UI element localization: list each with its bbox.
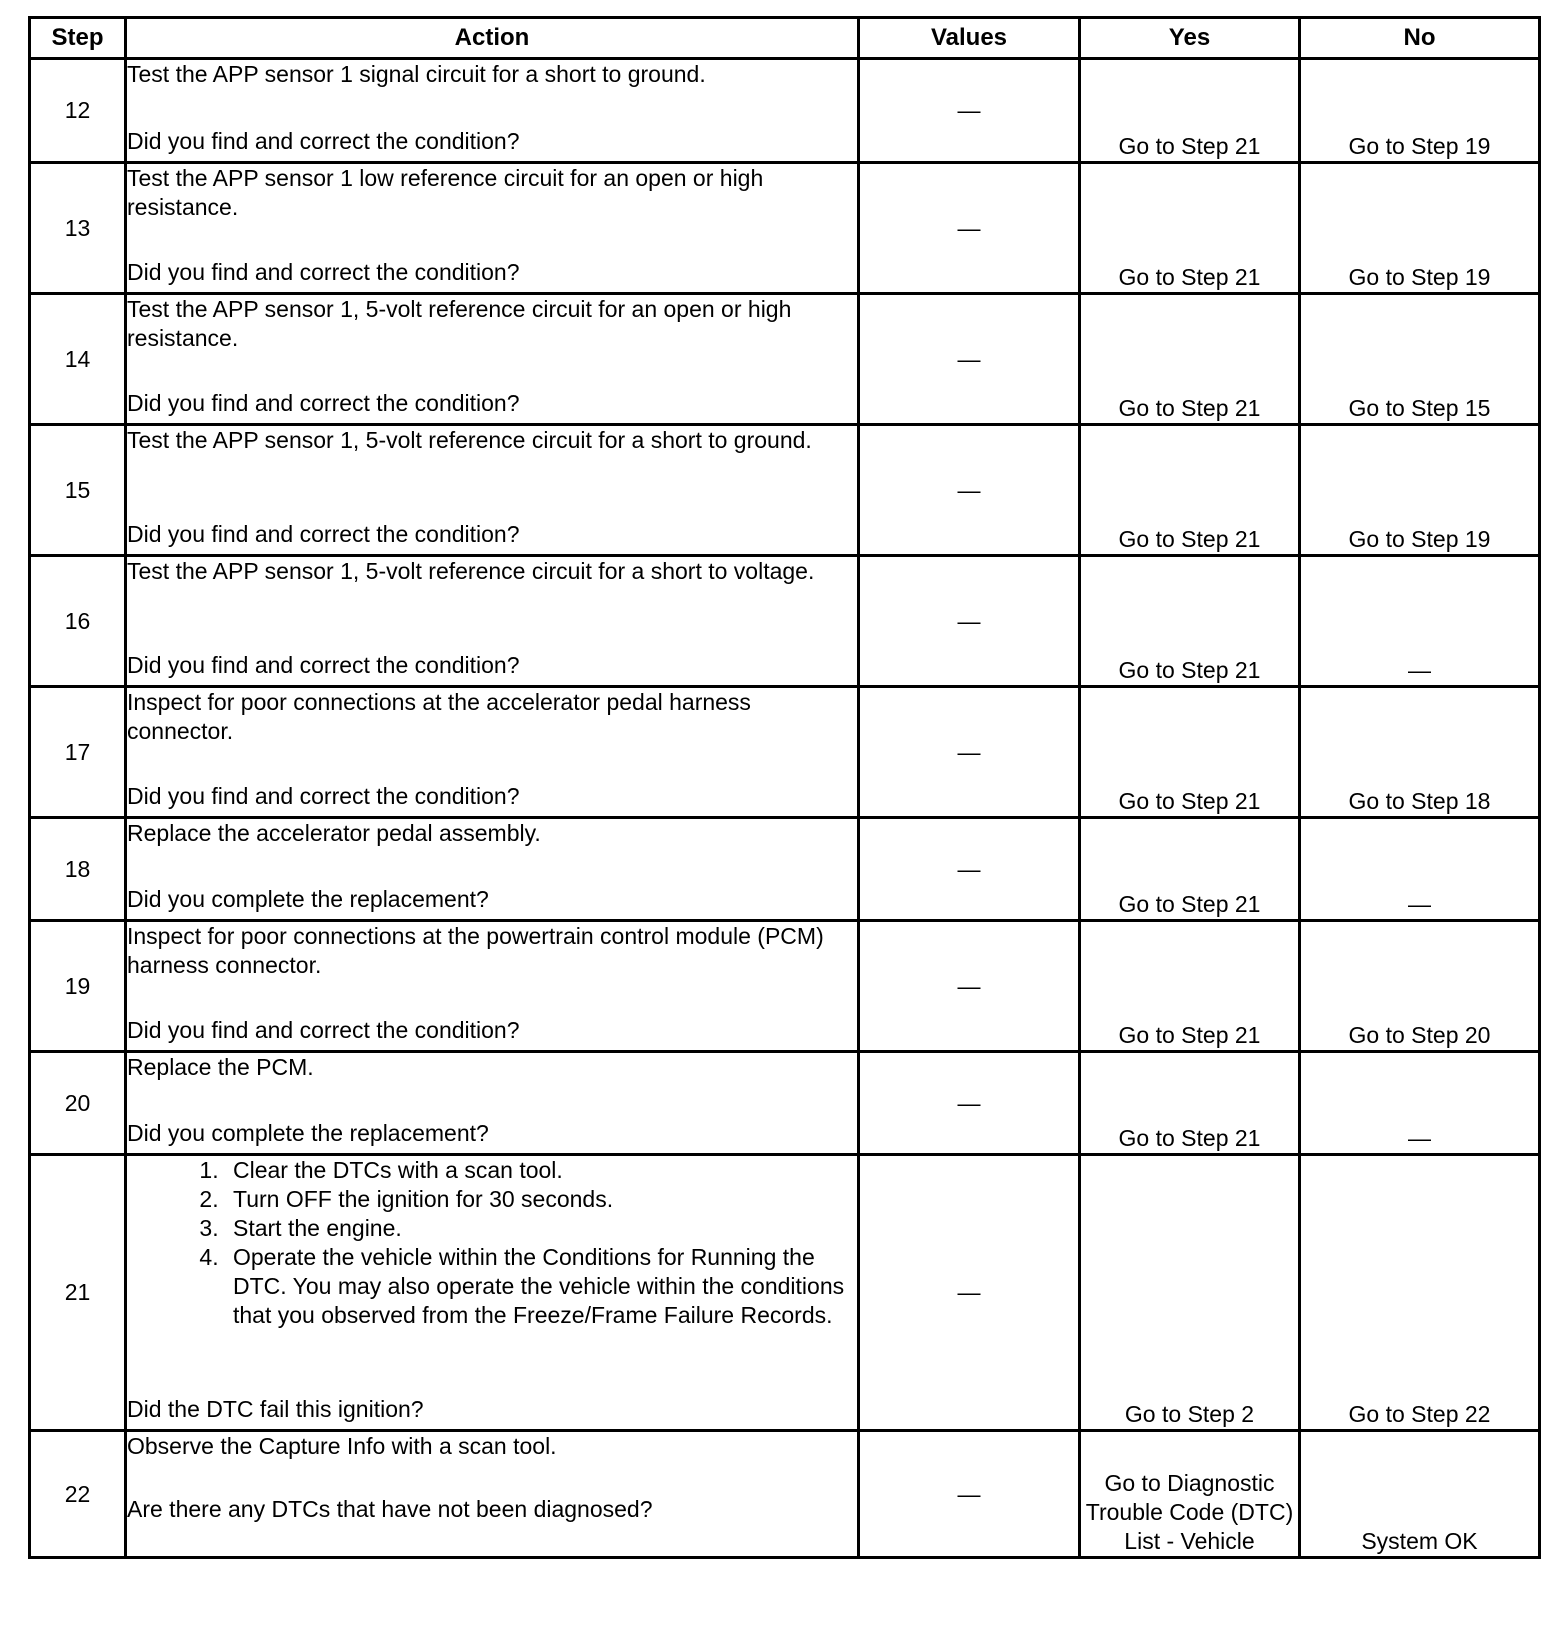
table-row <box>30 818 1540 921</box>
step-number: 22 <box>30 1431 126 1558</box>
action-cell <box>126 163 859 294</box>
no-cell: Go to Step 19 <box>1300 425 1540 556</box>
action-cell <box>126 425 859 556</box>
action-text: Test the APP sensor 1 signal circuit for a short to ground. <box>127 61 706 87</box>
yes-cell: Go to Step 21 <box>1080 818 1300 921</box>
action-cell <box>126 818 859 921</box>
table-row <box>30 1431 1540 1558</box>
yes-cell: Go to Step 2 <box>1080 1155 1300 1431</box>
yes-cell: Go to Step 21 <box>1080 556 1300 687</box>
step-number: 16 <box>30 556 126 687</box>
step-number: 17 <box>30 687 126 818</box>
header-step: Step <box>30 18 126 59</box>
header-yes: Yes <box>1080 18 1300 59</box>
action-question: Did you complete the replacement? <box>127 1120 489 1146</box>
step-number: 18 <box>30 818 126 921</box>
action-question: Did you find and correct the condition? <box>127 259 520 285</box>
action-text: Observe the Capture Info with a scan tool. <box>127 1433 557 1459</box>
yes-cell: Go to Step 21 <box>1080 1052 1300 1155</box>
table-header-row <box>30 18 1540 59</box>
step-number: 15 <box>30 425 126 556</box>
no-cell: Go to Step 15 <box>1300 294 1540 425</box>
action-text: Inspect for poor connections at the powertrain control module (PCM) harness connector. <box>127 923 824 978</box>
list-item: 3. Start the engine. <box>225 1214 857 1243</box>
values-cell: — <box>859 1052 1080 1155</box>
action-text: Test the APP sensor 1, 5-volt reference circuit for a short to ground. <box>127 427 812 453</box>
no-cell: Go to Step 19 <box>1300 163 1540 294</box>
step-number: 20 <box>30 1052 126 1155</box>
step-number: 12 <box>30 59 126 163</box>
action-question: Are there any DTCs that have not been diagnosed? <box>127 1496 653 1522</box>
action-text: Replace the accelerator pedal assembly. <box>127 820 541 846</box>
yes-cell: Go to Step 21 <box>1080 425 1300 556</box>
action-text: Test the APP sensor 1 low reference circuit for an open or high resistance. <box>127 165 764 220</box>
table-row <box>30 1052 1540 1155</box>
table-row <box>30 687 1540 818</box>
table-row <box>30 921 1540 1052</box>
no-cell: — <box>1300 556 1540 687</box>
yes-cell: Go to Diagnostic Trouble Code (DTC) List - Vehicle <box>1080 1431 1300 1558</box>
step-number: 21 <box>30 1155 126 1431</box>
instruction-list <box>127 1156 857 1330</box>
values-cell: — <box>859 1155 1080 1431</box>
list-item: 2. Turn OFF the ignition for 30 seconds. <box>225 1185 857 1214</box>
action-question: Did the DTC fail this ignition? <box>127 1396 424 1422</box>
no-cell: Go to Step 22 <box>1300 1155 1540 1431</box>
no-cell: Go to Step 19 <box>1300 59 1540 163</box>
values-cell: — <box>859 921 1080 1052</box>
table-row <box>30 1155 1540 1431</box>
values-cell: — <box>859 818 1080 921</box>
list-item: 4. Operate the vehicle within the Conditions for Running the DTC. You may also operate the vehicle within the conditions that you observed from the Freeze/Frame Failure Records. <box>225 1243 857 1330</box>
yes-cell: Go to Step 21 <box>1080 163 1300 294</box>
action-cell <box>126 1155 859 1431</box>
values-cell: — <box>859 556 1080 687</box>
values-cell: — <box>859 687 1080 818</box>
no-cell: Go to Step 18 <box>1300 687 1540 818</box>
action-question: Did you find and correct the condition? <box>127 652 520 678</box>
yes-cell: Go to Step 21 <box>1080 921 1300 1052</box>
action-text: Test the APP sensor 1, 5-volt reference circuit for an open or high resistance. <box>127 296 792 351</box>
action-cell <box>126 921 859 1052</box>
list-item: 1. Clear the DTCs with a scan tool. <box>225 1156 857 1185</box>
no-cell: System OK <box>1300 1431 1540 1558</box>
action-question: Did you find and correct the condition? <box>127 1017 520 1043</box>
values-cell: — <box>859 1431 1080 1558</box>
action-question: Did you find and correct the condition? <box>127 390 520 416</box>
header-no: No <box>1300 18 1540 59</box>
step-number: 14 <box>30 294 126 425</box>
action-text: Replace the PCM. <box>127 1054 314 1080</box>
values-cell: — <box>859 425 1080 556</box>
no-cell: — <box>1300 818 1540 921</box>
action-cell <box>126 294 859 425</box>
step-number: 19 <box>30 921 126 1052</box>
action-cell <box>126 1052 859 1155</box>
action-question: Did you complete the replacement? <box>127 886 489 912</box>
values-cell: — <box>859 59 1080 163</box>
table-row <box>30 556 1540 687</box>
table-row <box>30 59 1540 163</box>
header-values: Values <box>859 18 1080 59</box>
yes-cell: Go to Step 21 <box>1080 59 1300 163</box>
table-row <box>30 425 1540 556</box>
values-cell: — <box>859 163 1080 294</box>
step-number: 13 <box>30 163 126 294</box>
table-row <box>30 294 1540 425</box>
yes-cell: Go to Step 21 <box>1080 687 1300 818</box>
action-question: Did you find and correct the condition? <box>127 783 520 809</box>
diagnostic-table <box>28 16 1541 1559</box>
no-cell: Go to Step 20 <box>1300 921 1540 1052</box>
values-cell: — <box>859 294 1080 425</box>
action-cell <box>126 687 859 818</box>
action-question: Did you find and correct the condition? <box>127 521 520 547</box>
action-cell <box>126 556 859 687</box>
header-action: Action <box>126 18 859 59</box>
action-cell <box>126 1431 859 1558</box>
action-text: Test the APP sensor 1, 5-volt reference circuit for a short to voltage. <box>127 558 815 584</box>
no-cell: — <box>1300 1052 1540 1155</box>
action-cell <box>126 59 859 163</box>
yes-cell: Go to Step 21 <box>1080 294 1300 425</box>
action-text: Inspect for poor connections at the accelerator pedal harness connector. <box>127 689 751 744</box>
action-question: Did you find and correct the condition? <box>127 128 520 154</box>
table-row <box>30 163 1540 294</box>
